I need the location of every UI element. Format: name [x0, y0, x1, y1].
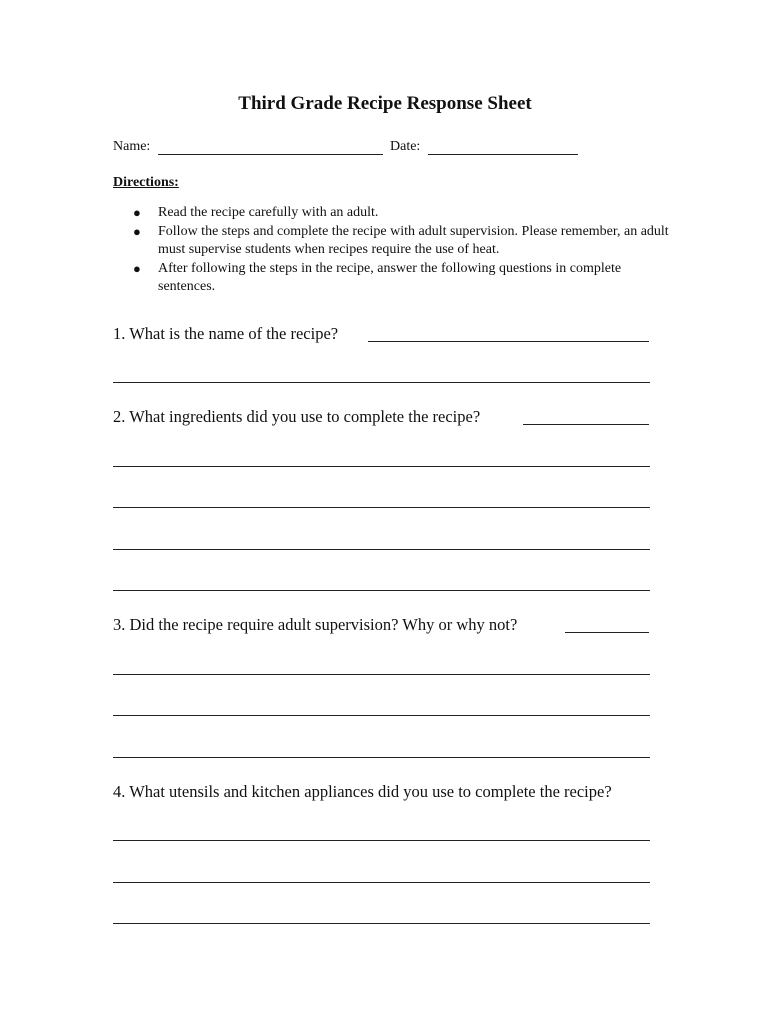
- answer-line[interactable]: [113, 590, 650, 591]
- answer-line[interactable]: [368, 341, 649, 342]
- directions-list: [115, 204, 675, 297]
- answer-line[interactable]: [113, 507, 650, 508]
- date-field[interactable]: [428, 154, 578, 155]
- name-field[interactable]: [158, 154, 383, 155]
- question-2: 2. What ingredients did you use to complete the recipe?: [113, 407, 481, 426]
- question-1: 1. What is the name of the recipe?: [113, 324, 339, 343]
- date-label: Date:: [390, 139, 421, 154]
- answer-line[interactable]: [565, 632, 649, 633]
- bullet-icon: ●: [133, 260, 141, 276]
- bullet-icon: ●: [133, 223, 141, 239]
- answer-line[interactable]: [113, 757, 650, 758]
- name-label: Name:: [113, 139, 151, 154]
- direction-text: Read the recipe carefully with an adult.: [158, 205, 379, 220]
- question-4: 4. What utensils and kitchen appliances did you use to complete the recipe?: [113, 782, 612, 801]
- directions-heading: Directions:: [113, 175, 179, 190]
- page-title: Third Grade Recipe Response Sheet: [238, 93, 532, 114]
- direction-item: [115, 204, 675, 223]
- answer-line[interactable]: [523, 424, 649, 425]
- answer-line[interactable]: [113, 882, 650, 883]
- direction-item: [115, 223, 675, 260]
- answer-line[interactable]: [113, 466, 650, 467]
- answer-line[interactable]: [113, 674, 650, 675]
- direction-text: Follow the steps and complete the recipe with adult supervision. Please remember, an adult must supervise students when recipes require the use of heat.: [158, 223, 669, 257]
- answer-line[interactable]: [113, 840, 650, 841]
- answer-line[interactable]: [113, 382, 650, 383]
- answer-line[interactable]: [113, 923, 650, 924]
- direction-text: After following the steps in the recipe, answer the following questions in complete sentences.: [158, 260, 622, 294]
- direction-item: [115, 260, 675, 297]
- answer-line[interactable]: [113, 549, 650, 550]
- answer-line[interactable]: [113, 715, 650, 716]
- question-3: 3. Did the recipe require adult supervision? Why or why not?: [113, 615, 518, 634]
- bullet-icon: ●: [133, 205, 141, 220]
